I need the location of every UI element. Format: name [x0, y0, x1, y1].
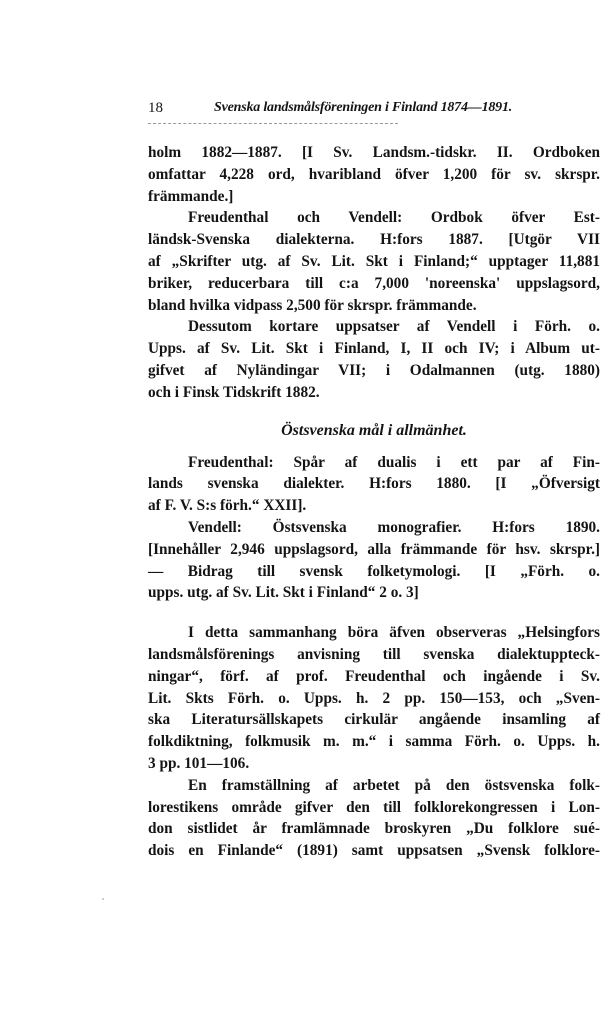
text-line: bland hvilka vidpass 2,500 för skrspr. främmande. — [148, 296, 477, 314]
text-line: lands svenska dialekter. H:fors 1880. [I „Öfversigt — [148, 475, 600, 493]
text-line: don sistlidet år framlämnade broskyren „Du folklore sué- — [148, 820, 600, 838]
text-line: Freudenthal och Vendell: Ordbok öfver Est- — [188, 209, 600, 227]
text-line: omfattar 4,228 ord, hvaribland öfver 1,200 för sv. skrspr. — [148, 165, 600, 183]
page-header — [148, 100, 600, 124]
text-line: — Bidrag till svensk folketymologi. [I „Förh. o. — [148, 562, 600, 580]
text-line: och i Finsk Tidskrift 1882. — [148, 383, 320, 401]
text-line: holm 1882—1887. [I Sv. Landsm.-tidskr. II. Ordboken — [148, 144, 600, 161]
text-line: främmande.] — [148, 187, 234, 205]
text-line: ska Literatursällskapets cirkulär angående insamling af — [148, 711, 600, 729]
text-line: af F. V. S:s förh.“ XXII]. — [148, 497, 307, 515]
text-line: dois en Finlande“ (1891) samt uppsatsen „Svensk folklore- — [148, 842, 600, 860]
text-line: Vendell: Östsvenska monografier. H:fors 1890. — [188, 518, 600, 536]
text-line: lorestikens område gifver den till folklorekongressen i Lon- — [148, 798, 600, 816]
text-line: briker, reducerbara till c:a 7,000 'noreenska' uppslagsord, — [148, 274, 600, 292]
body-text — [148, 142, 600, 862]
text-line: Dessutom kortare uppsatser af Vendell i Förh. o. — [188, 318, 600, 336]
section-heading: Östsvenska mål i allmänhet. — [281, 421, 467, 439]
page-number: 18 — [148, 100, 163, 116]
text-line: upps. utg. af Sv. Lit. Skt i Finland“ 2 o. 3] — [148, 584, 419, 602]
text-line: Upps. af Sv. Lit. Skt i Finland, I, II och IV; i Album ut- — [148, 340, 600, 358]
text-line: En framställning af arbetet på den östsvenska folk- — [188, 776, 600, 794]
text-line: 3 pp. 101—106. — [148, 754, 250, 772]
text-line: [Innehåller 2,946 uppslagsord, alla främmande för hsv. skrspr.] — [148, 540, 600, 558]
text-line: landsmålsförenings anvisning till svenska dialektuppteck- — [148, 645, 600, 663]
text-line: af „Skrifter utg. af Sv. Lit. Skt i Finland;“ upptager 11,881 — [148, 252, 600, 270]
paragraph-gap — [148, 604, 600, 622]
text-line: Freudenthal: Spår af dualis i ett par af Fin- — [188, 453, 600, 471]
header-rule — [148, 123, 398, 124]
text-line: ländsk-Svenska dialekterna. H:fors 1887. [Utgör VII — [148, 231, 600, 249]
text-line: folkdiktning, folkmusik m. m.“ i samma Förh. o. Upps. h. — [148, 733, 600, 751]
text-line: I detta sammanhang böra äfven observeras „Helsingfors — [188, 624, 600, 642]
text-line: ningar“, förf. af prof. Freudenthal och ingående i Sv. — [148, 667, 600, 685]
running-title: Svenska landsmålsföreningen i Finland 1874—1891. — [214, 100, 513, 115]
text-line: gifvet af Nyländingar VII; i Odalmannen (utg. 1880) — [148, 361, 600, 379]
text-line: Lit. Skts Förh. o. Upps. h. 2 pp. 150—153, och „Sven- — [148, 689, 600, 707]
scan-speck — [102, 898, 104, 900]
